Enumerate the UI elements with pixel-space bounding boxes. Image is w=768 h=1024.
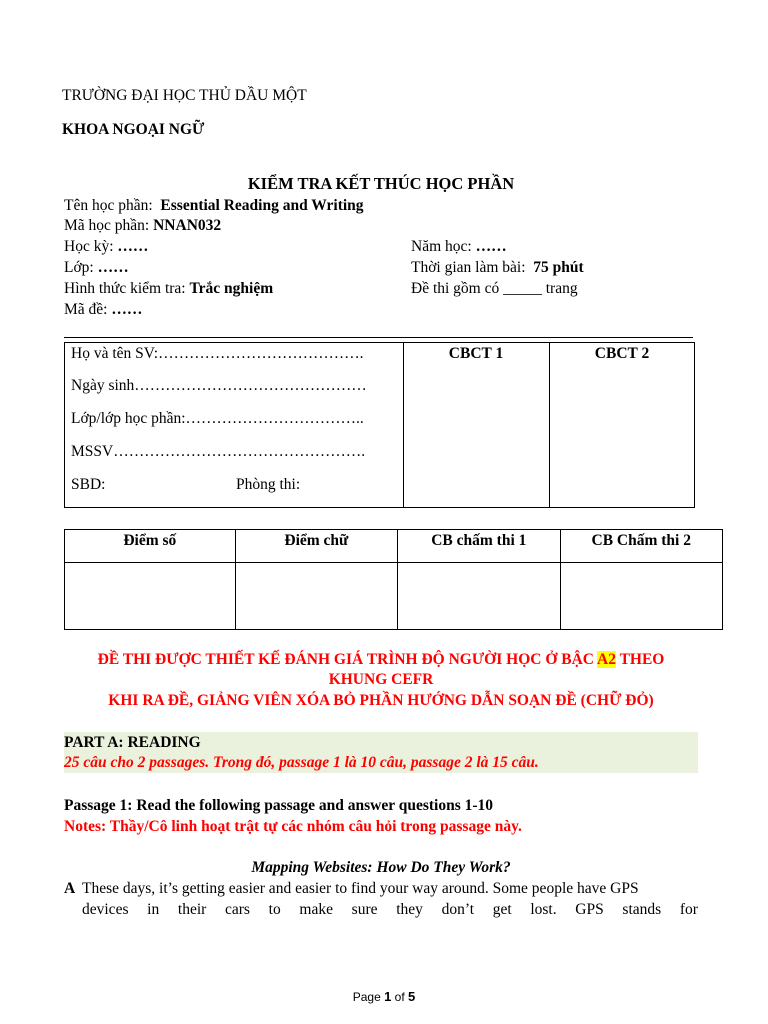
word: for <box>679 901 698 918</box>
student-name-field[interactable]: Họ và tên SV:…………………………………. <box>71 345 364 362</box>
semester-label: Học kỳ: <box>64 238 114 255</box>
grader2-header: CB Chấm thi 2 <box>560 530 722 563</box>
time-label: Thời gian làm bài: <box>411 259 526 276</box>
score-number-cell[interactable] <box>65 563 236 630</box>
word: sure <box>351 901 378 918</box>
word: cars <box>225 901 250 918</box>
word: lost. <box>530 901 557 918</box>
class-label: Lớp: <box>64 259 94 276</box>
notice-line-3: KHI RA ĐỀ, GIẢNG VIÊN XÓA BỎ PHẦN HƯỚNG DẪN SOẠN ĐỀ (CHỮ ĐỎ) <box>108 692 654 709</box>
cbct1-label: CBCT 1 <box>448 345 504 362</box>
divider-line <box>64 337 693 338</box>
grader1-header: CB chấm thi 1 <box>398 530 560 563</box>
passage1-title: Mapping Websites: How Do They Work? <box>251 859 511 876</box>
passage1-instruction: Passage 1: Read the following passage and answer questions 1-10 <box>64 797 494 814</box>
sbd-field[interactable]: SBD: <box>71 476 106 493</box>
passage1-notes: Notes: Thầy/Cô linh hoạt trật tự các nhóm câu hỏi trong passage này. <box>64 818 522 835</box>
word: their <box>177 901 207 918</box>
mssv-field[interactable]: MSSV…………………………………………. <box>71 443 366 460</box>
student-info-box <box>64 342 695 508</box>
class-value: …… <box>97 259 129 276</box>
para-letter <box>64 880 75 898</box>
pages-text: Đề thi gồm có _____ trang <box>411 280 578 297</box>
code-value: …… <box>111 301 143 318</box>
course-code-label: Mã học phần: <box>64 217 150 234</box>
score-table <box>64 529 723 630</box>
notice-line-2: KHUNG CEFR <box>328 671 434 688</box>
form-value: Trắc nghiệm <box>189 280 274 297</box>
notice-level-highlight: A2 <box>597 651 616 668</box>
exam-title: KIỂM TRA KẾT THÚC HỌC PHẦN <box>247 174 515 193</box>
cbct1-cell <box>403 343 550 507</box>
page-number: 1 <box>384 989 392 1004</box>
score-text-header: Điểm chữ <box>235 530 397 563</box>
year-value: …… <box>475 238 507 255</box>
para-line-2 <box>82 901 698 919</box>
faculty-name: KHOA NGOẠI NGỮ <box>62 121 205 138</box>
course-name-value: Essential Reading and Writing <box>160 197 364 214</box>
form-label: Hình thức kiểm tra: <box>64 280 186 297</box>
course-code-row <box>64 217 698 237</box>
word: stands <box>622 901 662 918</box>
form-row <box>64 280 698 300</box>
grader1-cell[interactable] <box>398 563 560 630</box>
word: GPS <box>575 901 604 918</box>
class-field[interactable]: Lớp/lớp học phần:…………………………….. <box>71 410 364 427</box>
word: make <box>299 901 333 918</box>
page-word: Page <box>352 990 381 1004</box>
word: get <box>492 901 512 918</box>
semester-row <box>64 238 698 258</box>
score-text-cell[interactable] <box>235 563 397 630</box>
page-footer <box>0 989 768 1004</box>
dob-field[interactable]: Ngày sinh……………………………………… <box>71 377 367 394</box>
year-label: Năm học: <box>411 238 472 255</box>
code-label: Mã đề: <box>64 301 108 318</box>
grader2-cell[interactable] <box>560 563 722 630</box>
code-row <box>64 301 698 321</box>
student-info-cell <box>65 343 404 507</box>
part-a-block <box>64 732 698 773</box>
score-table-header <box>65 530 723 563</box>
word: devices <box>82 901 129 918</box>
word: don’t <box>441 901 475 918</box>
cbct2-cell <box>550 343 694 507</box>
word: to <box>268 901 281 918</box>
room-field[interactable]: Phòng thi: <box>236 476 301 493</box>
university-name: TRƯỜNG ĐẠI HỌC THỦ DẦU MỘT <box>62 87 307 104</box>
para-letter-text: A <box>64 880 76 897</box>
notice-text-a: ĐỀ THI ĐƯỢC THIẾT KẾ ĐÁNH GIÁ TRÌNH ĐỘ NGƯỜI HỌC Ở BẬC <box>97 651 598 668</box>
para-line-1: These days, it’s getting easier and easier to find your way around. Some people have GPS <box>82 880 639 897</box>
word: they <box>396 901 423 918</box>
time-value: 75 phút <box>533 259 584 276</box>
course-code-value: NNAN032 <box>153 217 222 234</box>
part-a-title: PART A: READING <box>64 734 201 751</box>
course-name-row <box>64 197 698 217</box>
notice-line-1 <box>64 651 698 669</box>
class-row <box>64 259 698 279</box>
part-a-note: 25 câu cho 2 passages. Trong đó, passage 1 là 10 câu, passage 2 là 15 câu. <box>64 754 539 771</box>
cbct2-label: CBCT 2 <box>594 345 650 362</box>
course-name-label: Tên học phần: <box>64 197 153 214</box>
semester-value: …… <box>117 238 149 255</box>
score-number-header: Điểm số <box>65 530 236 563</box>
word: in <box>147 901 160 918</box>
page-total: 5 <box>408 989 416 1004</box>
score-table-row <box>65 563 723 630</box>
notice-text-b: THEO <box>615 651 665 668</box>
of-word: of <box>394 990 405 1004</box>
